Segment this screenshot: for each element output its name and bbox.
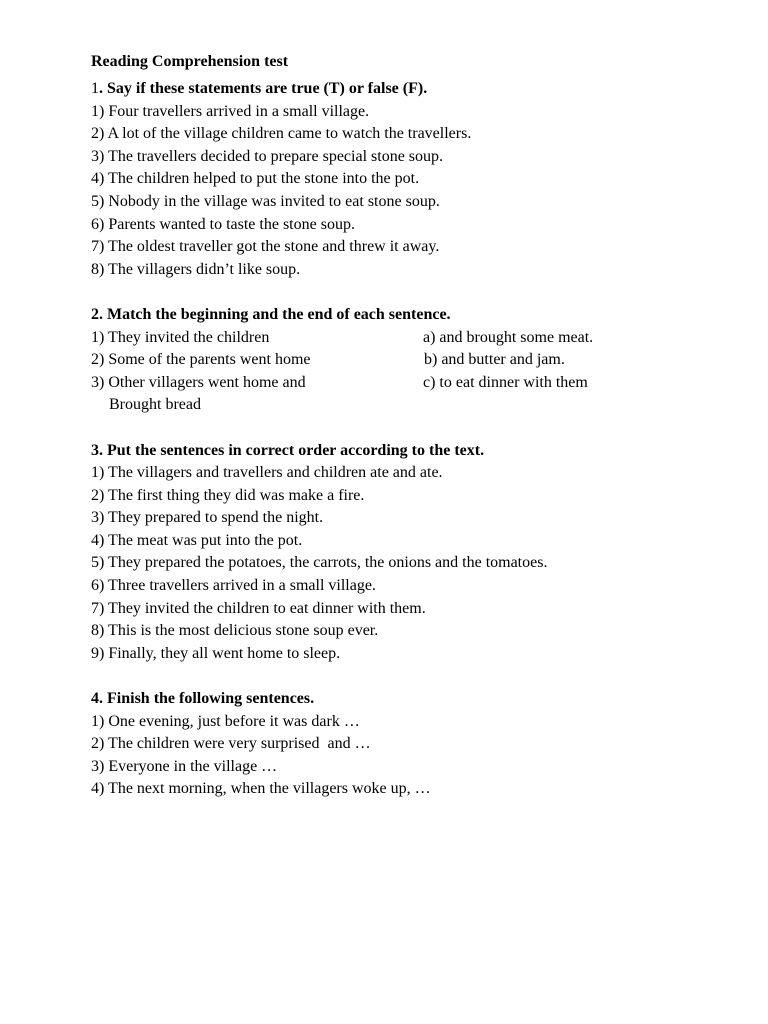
section-1-item: 7) The oldest traveller got the stone and threw it away. bbox=[91, 238, 440, 256]
section-spacer bbox=[91, 665, 711, 688]
section-4-heading: 4. Finish the following sentences. bbox=[91, 690, 315, 708]
section-2-heading: 2. Match the beginning and the end of each sentence. bbox=[91, 305, 451, 323]
section-3-item: 3) They prepared to spend the night. bbox=[91, 509, 324, 527]
match-left-continuation: Brought bread bbox=[109, 396, 201, 414]
section-3-item: 1) The villagers and travellers and children ate and ate. bbox=[91, 464, 443, 482]
section-spacer bbox=[91, 281, 711, 304]
section-4-item: 2) The children were very surprised and … bbox=[91, 735, 371, 753]
section-1-item: 8) The villagers didn’t like soup. bbox=[91, 260, 301, 278]
match-left-item: 3) Other villagers went home and bbox=[91, 373, 306, 391]
match-right-item: a) and brought some meat. bbox=[423, 328, 594, 346]
section-3-item: 7) They invited the children to eat dinner with them. bbox=[91, 599, 426, 617]
section-3-item: 6) Three travellers arrived in a small village. bbox=[91, 577, 376, 595]
section-3-heading: 3. Put the sentences in correct order according to the text. bbox=[91, 441, 485, 459]
match-row bbox=[91, 327, 711, 350]
section-4-item: 1) One evening, just before it was dark … bbox=[91, 712, 360, 730]
section-1-item: 4) The children helped to put the stone into the pot. bbox=[91, 170, 420, 188]
section-1-heading bbox=[91, 78, 711, 101]
section-spacer bbox=[91, 417, 711, 440]
section-3-item: 2) The first thing they did was make a fire. bbox=[91, 486, 365, 504]
section-3-item: 8) This is the most delicious stone soup ever. bbox=[91, 622, 379, 640]
section-1-item: 3) The travellers decided to prepare special stone soup. bbox=[91, 147, 444, 165]
section-3-item: 4) The meat was put into the pot. bbox=[91, 531, 303, 549]
section-1-item: 5) Nobody in the village was invited to eat stone soup. bbox=[91, 192, 440, 210]
section-1-heading-text: . Say if these statements are true (T) or false (F). bbox=[99, 80, 428, 97]
section-3-item: 9) Finally, they all went home to sleep. bbox=[91, 644, 341, 662]
section-1-item: 1) Four travellers arrived in a small village. bbox=[91, 102, 370, 120]
section-1-item: 6) Parents wanted to taste the stone soup. bbox=[91, 215, 355, 233]
section-4-item: 3) Everyone in the village … bbox=[91, 757, 278, 775]
section-1-item: 2) A lot of the village children came to watch the travellers. bbox=[91, 125, 472, 143]
match-left-item: 1) They invited the children bbox=[91, 328, 270, 346]
section-3-item: 5) They prepared the potatoes, the carrots, the onions and the tomatoes. bbox=[91, 554, 548, 572]
section-4-item: 4) The next morning, when the villagers woke up, … bbox=[91, 780, 431, 798]
match-row bbox=[91, 372, 711, 395]
worksheet-page bbox=[91, 50, 711, 801]
match-right-item: b) and butter and jam. bbox=[424, 351, 565, 369]
section-1-number: 1 bbox=[91, 80, 99, 97]
match-right-item: c) to eat dinner with them bbox=[423, 373, 588, 391]
match-row bbox=[91, 349, 711, 372]
document-title: Reading Comprehension test bbox=[91, 53, 289, 70]
match-left-item: 2) Some of the parents went home bbox=[91, 351, 311, 369]
